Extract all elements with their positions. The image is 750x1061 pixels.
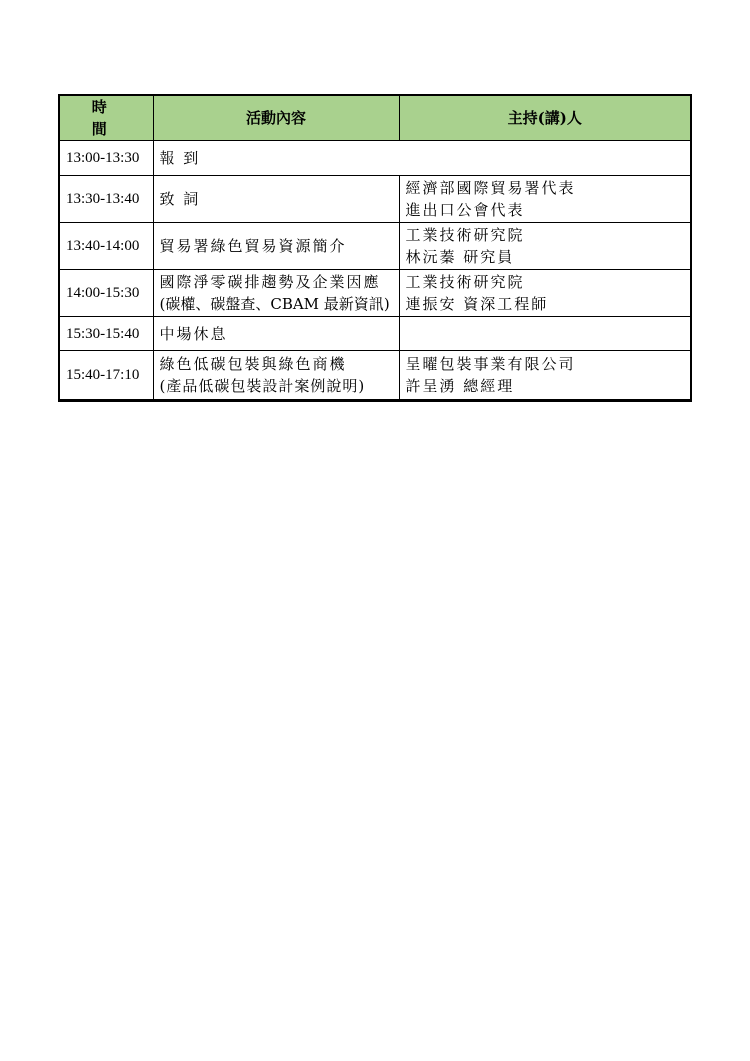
host-line: 呈曜包裝事業有限公司 [405, 355, 576, 373]
table-header-row [59, 95, 691, 141]
row-host-empty [399, 317, 691, 351]
table-row [59, 223, 691, 270]
table-row [59, 176, 691, 223]
row-activity [153, 270, 399, 317]
row-time: 13:40-14:00 [59, 223, 153, 270]
activity-line: (碳權、碳盤查、CBAM 最新資訊) [159, 295, 390, 313]
row-time: 13:30-13:40 [59, 176, 153, 223]
row-activity [153, 141, 691, 176]
row-time: 13:00-13:30 [59, 141, 153, 176]
row-activity [153, 317, 399, 351]
row-time: 15:40-17:10 [59, 351, 153, 401]
row-host [399, 270, 691, 317]
host-line: 工業技術研究院 [405, 226, 525, 244]
table-row [59, 141, 691, 176]
row-host [399, 223, 691, 270]
agenda-table-container [58, 94, 692, 402]
activity-line: 報 到 [159, 149, 201, 167]
row-activity [153, 351, 399, 401]
header-activity: 活動內容 [153, 95, 399, 141]
activity-line: 貿易署綠色貿易資源簡介 [159, 237, 347, 255]
table-row [59, 317, 691, 351]
header-time: 時 間 [59, 95, 153, 141]
row-time: 15:30-15:40 [59, 317, 153, 351]
activity-line: 中場休息 [159, 324, 228, 343]
host-line: 工業技術研究院 [405, 273, 525, 291]
table-row [59, 351, 691, 401]
activity-line: (產品低碳包裝設計案例說明) [159, 377, 366, 395]
row-activity [153, 223, 399, 270]
agenda-table [58, 94, 692, 402]
host-line: 林沅蓁 研究員 [405, 248, 515, 266]
table-row [59, 270, 691, 317]
header-host: 主持(講)人 [399, 95, 691, 141]
activity-line: 國際淨零碳排趨勢及企業因應 [159, 273, 381, 291]
host-line: 經濟部國際貿易署代表 [405, 179, 576, 197]
row-time: 14:00-15:30 [59, 270, 153, 317]
row-activity [153, 176, 399, 223]
host-line: 許呈湧 總經理 [405, 377, 515, 395]
host-line: 連振安 資深工程師 [405, 295, 549, 313]
host-line: 進出口公會代表 [405, 201, 525, 219]
activity-line: 致 詞 [159, 190, 201, 208]
row-host [399, 176, 691, 223]
activity-line: 綠色低碳包裝與綠色商機 [159, 355, 347, 373]
row-host [399, 351, 691, 401]
